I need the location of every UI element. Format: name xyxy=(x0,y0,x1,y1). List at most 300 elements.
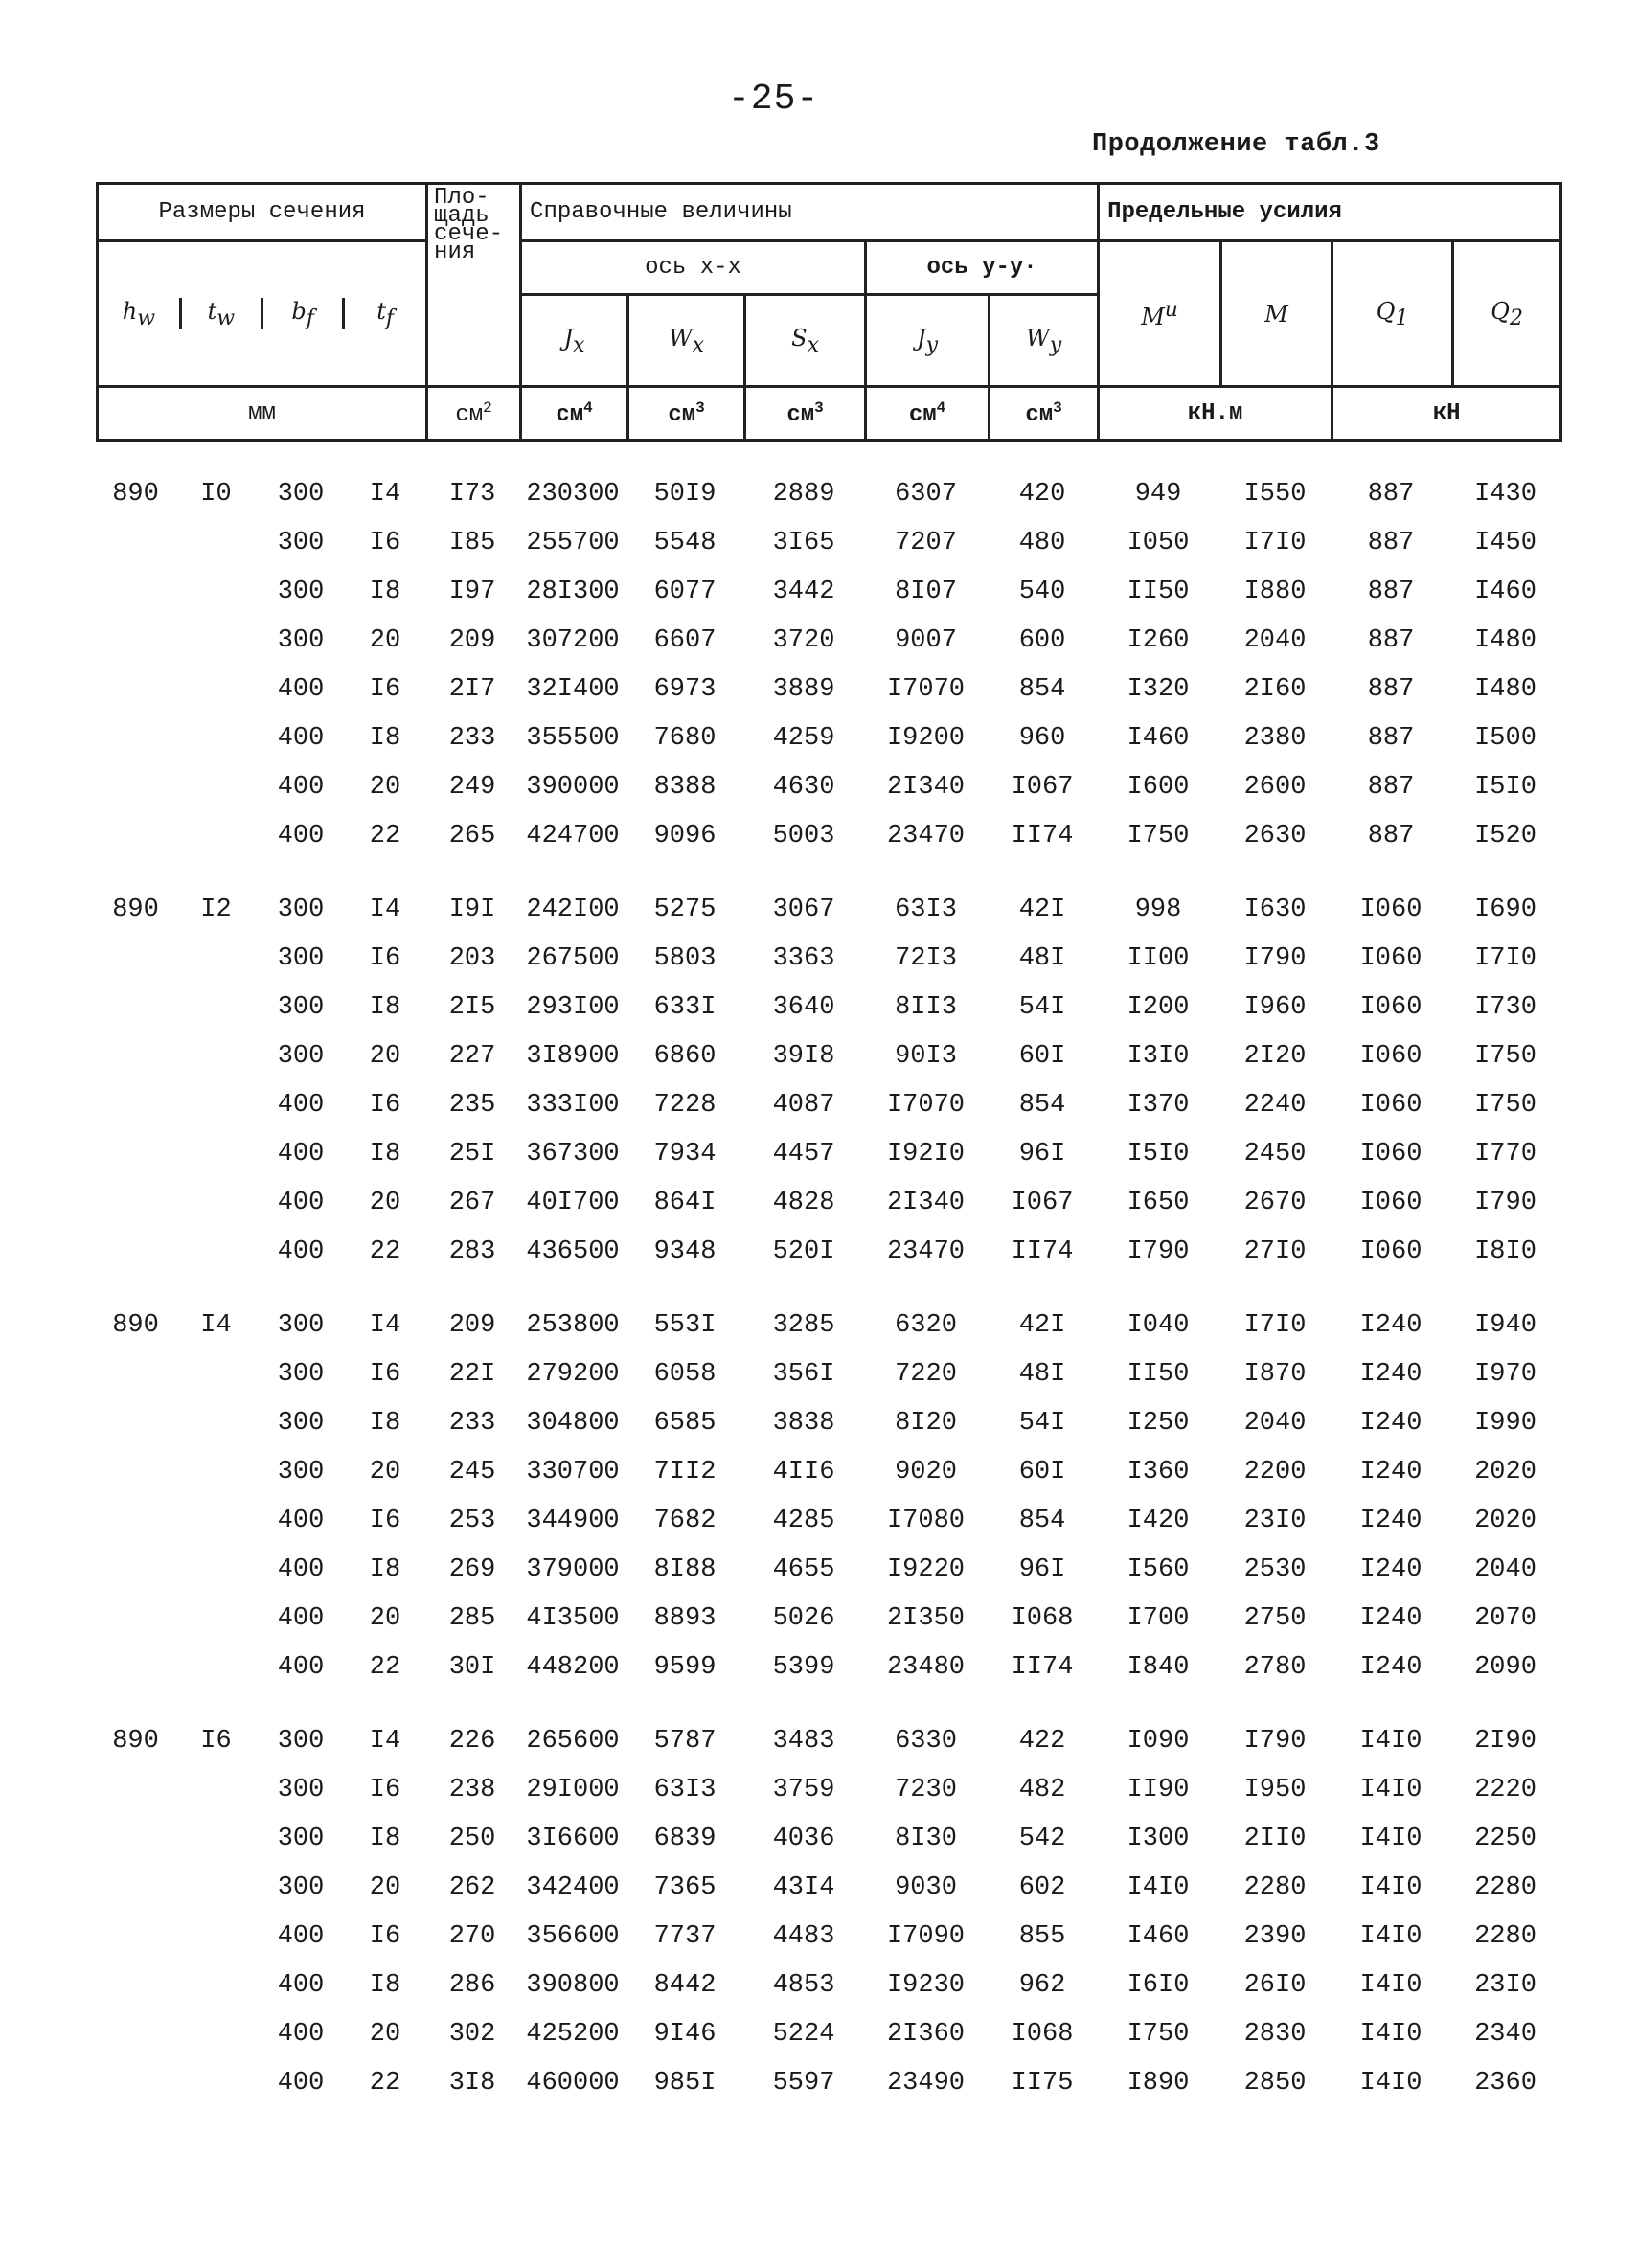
unit-sx: $см^3$ xyxy=(745,387,866,441)
cell-mu: 998 xyxy=(1134,895,1182,924)
cell-jy: 63I3 xyxy=(895,895,957,924)
cell-hw xyxy=(96,1863,175,1912)
cell-wx: 7737 xyxy=(653,1921,717,1951)
cell-sx: 3285 xyxy=(772,1310,835,1340)
table-row xyxy=(96,1227,1559,1276)
cell-q2: 2020 xyxy=(1474,1457,1537,1486)
table-row xyxy=(96,934,1559,983)
cell-tf: 22 xyxy=(369,1236,401,1266)
cell-wx: 9096 xyxy=(653,821,717,850)
cell-tf: 20 xyxy=(369,625,401,655)
cell-q1: 887 xyxy=(1367,772,1415,802)
cell-tf: I6 xyxy=(369,1921,401,1951)
cell-area: 2I5 xyxy=(448,992,496,1022)
cell-wx: 7680 xyxy=(653,723,717,753)
cell-hw: 890 xyxy=(112,1310,159,1340)
table-row xyxy=(96,1814,1559,1863)
cell-m: I790 xyxy=(1243,1726,1307,1756)
cell-m: 2II0 xyxy=(1243,1824,1307,1853)
cell-wy: II74 xyxy=(1011,1652,1074,1682)
table-row xyxy=(96,1716,1559,1765)
cell-wx: 9348 xyxy=(653,1236,717,1266)
cell-mu: I650 xyxy=(1127,1188,1190,1217)
cell-wx: 6607 xyxy=(653,625,717,655)
cell-q1: I4I0 xyxy=(1359,1824,1423,1853)
cell-jy: I7080 xyxy=(886,1506,965,1535)
cell-mu: I050 xyxy=(1127,528,1190,557)
table-row xyxy=(96,1643,1559,1691)
cell-m: 2040 xyxy=(1243,625,1307,655)
cell-q2: I770 xyxy=(1474,1139,1537,1168)
table-row xyxy=(96,1594,1559,1643)
cell-hw xyxy=(96,1178,175,1227)
table-row xyxy=(96,1447,1559,1496)
cell-q2: I460 xyxy=(1474,577,1537,606)
cell-sx: 3363 xyxy=(772,943,835,973)
cell-wx: 633I xyxy=(653,992,717,1022)
cell-jy: 2I340 xyxy=(886,1188,965,1217)
cell-mu: I4I0 xyxy=(1127,1872,1190,1902)
cell-area: 267 xyxy=(448,1188,496,1217)
cell-wy: 42I xyxy=(1018,895,1066,924)
cell-m: 2240 xyxy=(1243,1090,1307,1120)
cell-jx: 253800 xyxy=(526,1310,620,1340)
cell-q2: 2360 xyxy=(1474,2068,1537,2098)
cell-q2: I790 xyxy=(1474,1188,1537,1217)
cell-wx: 5787 xyxy=(653,1726,717,1756)
cell-jx: 307200 xyxy=(526,625,620,655)
cell-wy: 48I xyxy=(1018,1359,1066,1389)
cell-hw xyxy=(96,934,175,983)
cell-jx: 242I00 xyxy=(526,895,620,924)
cell-tw xyxy=(175,1227,257,1276)
cell-wy: 600 xyxy=(1018,625,1066,655)
cell-jy: 2I340 xyxy=(886,772,965,802)
cell-q2: 2220 xyxy=(1474,1775,1537,1804)
cell-area: 245 xyxy=(448,1457,496,1486)
cell-hw: 890 xyxy=(112,479,159,509)
cell-jy: I7070 xyxy=(886,674,965,704)
cell-m: I7I0 xyxy=(1243,528,1307,557)
cell-wx: 8893 xyxy=(653,1603,717,1633)
cell-m: 2830 xyxy=(1243,2019,1307,2049)
cell-area: 262 xyxy=(448,1872,496,1902)
cell-m: 2750 xyxy=(1243,1603,1307,1633)
cell-bf: 300 xyxy=(277,479,325,509)
cell-area: 233 xyxy=(448,723,496,753)
table-row xyxy=(96,616,1559,665)
cell-q1: I060 xyxy=(1359,943,1423,973)
cell-m: 2I20 xyxy=(1243,1041,1307,1071)
cell-q2: 2I90 xyxy=(1474,1726,1537,1756)
cell-m: 2200 xyxy=(1243,1457,1307,1486)
cell-sx: 4II6 xyxy=(772,1457,835,1486)
cell-bf: 300 xyxy=(277,943,325,973)
cell-bf: 400 xyxy=(277,1554,325,1584)
cell-jy: 6307 xyxy=(895,479,957,509)
col-tw: $t_w$ xyxy=(180,298,262,330)
cell-wy: 602 xyxy=(1018,1872,1066,1902)
cell-q1: I060 xyxy=(1359,1139,1423,1168)
table-row xyxy=(96,2009,1559,2058)
cell-wx: 6973 xyxy=(653,674,717,704)
cell-bf: 300 xyxy=(277,1775,325,1804)
cell-wx: 5803 xyxy=(653,943,717,973)
cell-hw xyxy=(96,1080,175,1129)
cell-m: I7I0 xyxy=(1243,1310,1307,1340)
cell-wy: II75 xyxy=(1011,2068,1074,2098)
cell-tf: I6 xyxy=(369,674,401,704)
cell-mu: I200 xyxy=(1127,992,1190,1022)
cell-area: 265 xyxy=(448,821,496,850)
table-row xyxy=(96,665,1559,714)
table-row xyxy=(96,1301,1559,1349)
col-wx: $W_x$ xyxy=(628,295,745,387)
cell-bf: 300 xyxy=(277,625,325,655)
cell-wx: 553I xyxy=(653,1310,717,1340)
cell-hw xyxy=(96,762,175,811)
cell-q1: 887 xyxy=(1367,821,1415,850)
cell-q1: 887 xyxy=(1367,479,1415,509)
col-wy: $W_y$ xyxy=(990,295,1099,387)
cell-sx: 4285 xyxy=(772,1506,835,1535)
cell-bf: 300 xyxy=(277,1408,325,1438)
cell-tf: 20 xyxy=(369,1188,401,1217)
cell-area: 22I xyxy=(448,1359,496,1389)
cell-hw xyxy=(96,616,175,665)
cell-area: I9I xyxy=(448,895,496,924)
cell-bf: 400 xyxy=(277,821,325,850)
table-row xyxy=(96,1032,1559,1080)
cell-jy: 8I07 xyxy=(895,577,957,606)
cell-area: 250 xyxy=(448,1824,496,1853)
cell-jx: 436500 xyxy=(526,1236,620,1266)
cell-jy: I9200 xyxy=(886,723,965,753)
cell-wx: 7934 xyxy=(653,1139,717,1168)
cell-q2: 2340 xyxy=(1474,2019,1537,2049)
cell-bf: 400 xyxy=(277,1652,325,1682)
cell-area: 302 xyxy=(448,2019,496,2049)
cell-tf: 22 xyxy=(369,2068,401,2098)
cell-jy: 9030 xyxy=(895,1872,957,1902)
cell-mu: I700 xyxy=(1127,1603,1190,1633)
cell-tf: 20 xyxy=(369,772,401,802)
table-row xyxy=(96,518,1559,567)
cell-tf: I8 xyxy=(369,1139,401,1168)
cell-tw xyxy=(175,1129,257,1178)
cell-tw xyxy=(175,1447,257,1496)
cell-q2: I480 xyxy=(1474,674,1537,704)
cell-q2: 2070 xyxy=(1474,1603,1537,1633)
cell-m: 23I0 xyxy=(1243,1506,1307,1535)
cell-q1: I4I0 xyxy=(1359,1921,1423,1951)
cell-mu: I790 xyxy=(1127,1236,1190,1266)
cell-jy: 9007 xyxy=(895,625,957,655)
col-jy: $J_y$ xyxy=(866,295,990,387)
cell-m: 2780 xyxy=(1243,1652,1307,1682)
cell-wy: I067 xyxy=(1011,772,1074,802)
cell-area: 238 xyxy=(448,1775,496,1804)
cell-wy: 540 xyxy=(1018,577,1066,606)
cell-wy: II74 xyxy=(1011,1236,1074,1266)
cell-jx: 40I700 xyxy=(526,1188,620,1217)
cell-mu: I090 xyxy=(1127,1726,1190,1756)
cell-jy: 7207 xyxy=(895,528,957,557)
col-tf: $t_f$ xyxy=(344,298,425,330)
cell-m: 2630 xyxy=(1243,821,1307,850)
cell-m: 2530 xyxy=(1243,1554,1307,1584)
cell-tf: I6 xyxy=(369,1090,401,1120)
cell-m: 2380 xyxy=(1243,723,1307,753)
cell-q1: I240 xyxy=(1359,1408,1423,1438)
table-row xyxy=(96,1349,1559,1398)
table-caption: Продолжение табл.3 xyxy=(1092,130,1380,159)
cell-mu: I460 xyxy=(1127,1921,1190,1951)
cell-q1: 887 xyxy=(1367,577,1415,606)
cell-bf: 400 xyxy=(277,1090,325,1120)
cell-sx: 356I xyxy=(772,1359,835,1389)
cell-mu: I890 xyxy=(1127,2068,1190,2098)
cell-q2: 2040 xyxy=(1474,1554,1537,1584)
cell-q1: I4I0 xyxy=(1359,1726,1423,1756)
cell-jx: 304800 xyxy=(526,1408,620,1438)
cell-bf: 400 xyxy=(277,1139,325,1168)
cell-wx: 5548 xyxy=(653,528,717,557)
col-mu: $M^u$ xyxy=(1099,241,1221,387)
cell-q1: 887 xyxy=(1367,674,1415,704)
cell-sx: 3889 xyxy=(772,674,835,704)
cell-q2: 2020 xyxy=(1474,1506,1537,1535)
cell-m: I960 xyxy=(1243,992,1307,1022)
cell-wy: 854 xyxy=(1018,674,1066,704)
cell-area: 203 xyxy=(448,943,496,973)
cell-bf: 300 xyxy=(277,1726,325,1756)
cell-jx: 4I3500 xyxy=(526,1603,620,1633)
cell-q1: I060 xyxy=(1359,1236,1423,1266)
cell-sx: 3720 xyxy=(772,625,835,655)
cell-area: 286 xyxy=(448,1970,496,2000)
cell-mu: I040 xyxy=(1127,1310,1190,1340)
col-sx: $S_x$ xyxy=(745,295,866,387)
cell-q1: I060 xyxy=(1359,1041,1423,1071)
cell-hw xyxy=(96,2058,175,2107)
cell-area: I97 xyxy=(448,577,496,606)
cell-tf: I8 xyxy=(369,992,401,1022)
cell-m: 2I60 xyxy=(1243,674,1307,704)
cell-sx: 4630 xyxy=(772,772,835,802)
cell-mu: I750 xyxy=(1127,821,1190,850)
cell-area: 3I8 xyxy=(448,2068,496,2098)
cell-hw xyxy=(96,714,175,762)
table-row xyxy=(96,1912,1559,1961)
cell-tf: I6 xyxy=(369,1359,401,1389)
header-area: Пло-щадь сече-ния xyxy=(427,184,521,387)
cell-bf: 400 xyxy=(277,1603,325,1633)
cell-sx: 3067 xyxy=(772,895,835,924)
cell-wx: 7II2 xyxy=(653,1457,717,1486)
cell-hw xyxy=(96,1496,175,1545)
cell-area: 283 xyxy=(448,1236,496,1266)
cell-wy: 960 xyxy=(1018,723,1066,753)
cell-hw xyxy=(96,1398,175,1447)
cell-jx: 279200 xyxy=(526,1359,620,1389)
cell-bf: 400 xyxy=(277,2019,325,2049)
cell-tw xyxy=(175,811,257,860)
cell-wy: 60I xyxy=(1018,1041,1066,1071)
group-gap xyxy=(96,860,1559,885)
cell-jy: I7090 xyxy=(886,1921,965,1951)
cell-tf: 20 xyxy=(369,2019,401,2049)
cell-m: 26I0 xyxy=(1243,1970,1307,2000)
cell-sx: 4087 xyxy=(772,1090,835,1120)
cell-area: 226 xyxy=(448,1726,496,1756)
cell-wy: 96I xyxy=(1018,1554,1066,1584)
cell-tf: 22 xyxy=(369,821,401,850)
cell-jx: 267500 xyxy=(526,943,620,973)
cell-sx: 2889 xyxy=(772,479,835,509)
cell-q1: I240 xyxy=(1359,1554,1423,1584)
cell-q2: I480 xyxy=(1474,625,1537,655)
cell-tw: I0 xyxy=(200,479,232,509)
cell-bf: 400 xyxy=(277,1236,325,1266)
cell-hw xyxy=(96,518,175,567)
cell-area: 235 xyxy=(448,1090,496,1120)
cell-mu: II50 xyxy=(1127,577,1190,606)
cell-q2: 2090 xyxy=(1474,1652,1537,1682)
cell-bf: 400 xyxy=(277,2068,325,2098)
cell-jy: 90I3 xyxy=(895,1041,957,1071)
cell-bf: 300 xyxy=(277,1824,325,1853)
cell-sx: 3483 xyxy=(772,1726,835,1756)
cell-tf: I6 xyxy=(369,1775,401,1804)
cell-q2: 2280 xyxy=(1474,1921,1537,1951)
cell-q2: 2250 xyxy=(1474,1824,1537,1853)
table-header xyxy=(96,182,1562,442)
cell-jy: I9230 xyxy=(886,1970,965,2000)
cell-hw xyxy=(96,2009,175,2058)
cell-q1: I240 xyxy=(1359,1506,1423,1535)
cell-jx: 32I400 xyxy=(526,674,620,704)
group-gap xyxy=(96,1691,1559,1716)
cell-area: 209 xyxy=(448,625,496,655)
cell-q1: I060 xyxy=(1359,895,1423,924)
cell-hw xyxy=(96,1349,175,1398)
col-bf: $b_f$ xyxy=(262,298,344,330)
cell-tf: 20 xyxy=(369,1872,401,1902)
cell-wx: 7682 xyxy=(653,1506,717,1535)
table-row xyxy=(96,1545,1559,1594)
cell-tw: I4 xyxy=(200,1310,232,1340)
col-q1: $Q_1$ xyxy=(1332,241,1453,387)
cell-mu: I560 xyxy=(1127,1554,1190,1584)
cell-sx: 5224 xyxy=(772,2019,835,2049)
cell-wy: I068 xyxy=(1011,1603,1074,1633)
unit-force: кН xyxy=(1332,387,1561,441)
cell-m: 2390 xyxy=(1243,1921,1307,1951)
cell-tw xyxy=(175,665,257,714)
cell-bf: 400 xyxy=(277,772,325,802)
cell-wx: 8388 xyxy=(653,772,717,802)
cell-q2: I940 xyxy=(1474,1310,1537,1340)
table-row xyxy=(96,714,1559,762)
cell-jy: 8I30 xyxy=(895,1824,957,1853)
data-table xyxy=(96,469,1559,2107)
cell-jx: 379000 xyxy=(526,1554,620,1584)
cell-area: 249 xyxy=(448,772,496,802)
unit-wx: $см^3$ xyxy=(628,387,745,441)
cell-q1: I060 xyxy=(1359,1188,1423,1217)
cell-sx: 3838 xyxy=(772,1408,835,1438)
cell-wx: 864I xyxy=(653,1188,717,1217)
cell-mu: I320 xyxy=(1127,674,1190,704)
cell-area: 285 xyxy=(448,1603,496,1633)
header-section-dimensions: Размеры сечения xyxy=(98,184,427,241)
cell-sx: 4483 xyxy=(772,1921,835,1951)
cell-jy: 72I3 xyxy=(895,943,957,973)
cell-jx: 424700 xyxy=(526,821,620,850)
cell-jx: 293I00 xyxy=(526,992,620,1022)
cell-wx: 7365 xyxy=(653,1872,717,1902)
unit-jx: $см^4$ xyxy=(521,387,628,441)
cell-wy: 60I xyxy=(1018,1457,1066,1486)
table-row xyxy=(96,1961,1559,2009)
cell-q2: I500 xyxy=(1474,723,1537,753)
col-q2: $Q_2$ xyxy=(1453,241,1561,387)
cell-jx: 3I6600 xyxy=(526,1824,620,1853)
cell-q2: I970 xyxy=(1474,1359,1537,1389)
cell-tf: 20 xyxy=(369,1457,401,1486)
cell-hw xyxy=(96,567,175,616)
unit-area: $см^2$ xyxy=(427,387,521,441)
cell-sx: 3442 xyxy=(772,577,835,606)
cell-jx: 342400 xyxy=(526,1872,620,1902)
cell-wx: 6860 xyxy=(653,1041,717,1071)
cell-m: 2600 xyxy=(1243,772,1307,802)
cell-hw xyxy=(96,1643,175,1691)
cell-wx: 6839 xyxy=(653,1824,717,1853)
cell-wy: 54I xyxy=(1018,1408,1066,1438)
cell-m: I950 xyxy=(1243,1775,1307,1804)
cell-tw xyxy=(175,934,257,983)
cell-wx: 6077 xyxy=(653,577,717,606)
cell-jx: 356600 xyxy=(526,1921,620,1951)
cell-mu: II90 xyxy=(1127,1775,1190,1804)
cell-jx: 460000 xyxy=(526,2068,620,2098)
cell-jy: I7070 xyxy=(886,1090,965,1120)
cell-hw xyxy=(96,1594,175,1643)
table-row xyxy=(96,1496,1559,1545)
cell-q1: I4I0 xyxy=(1359,1872,1423,1902)
cell-sx: 43I4 xyxy=(772,1872,835,1902)
cell-wy: 48I xyxy=(1018,943,1066,973)
cell-tw xyxy=(175,983,257,1032)
cell-hw xyxy=(96,1961,175,2009)
table-row xyxy=(96,1080,1559,1129)
cell-q2: I8I0 xyxy=(1474,1236,1537,1266)
cell-tf: I8 xyxy=(369,1554,401,1584)
cell-tf: I8 xyxy=(369,723,401,753)
table-row xyxy=(96,1863,1559,1912)
cell-bf: 300 xyxy=(277,992,325,1022)
cell-area: 253 xyxy=(448,1506,496,1535)
cell-area: 270 xyxy=(448,1921,496,1951)
cell-area: 209 xyxy=(448,1310,496,1340)
cell-q1: I4I0 xyxy=(1359,1775,1423,1804)
cell-wy: II74 xyxy=(1011,821,1074,850)
cell-bf: 300 xyxy=(277,528,325,557)
cell-jy: 23470 xyxy=(886,821,965,850)
cell-wx: 985I xyxy=(653,2068,717,2098)
